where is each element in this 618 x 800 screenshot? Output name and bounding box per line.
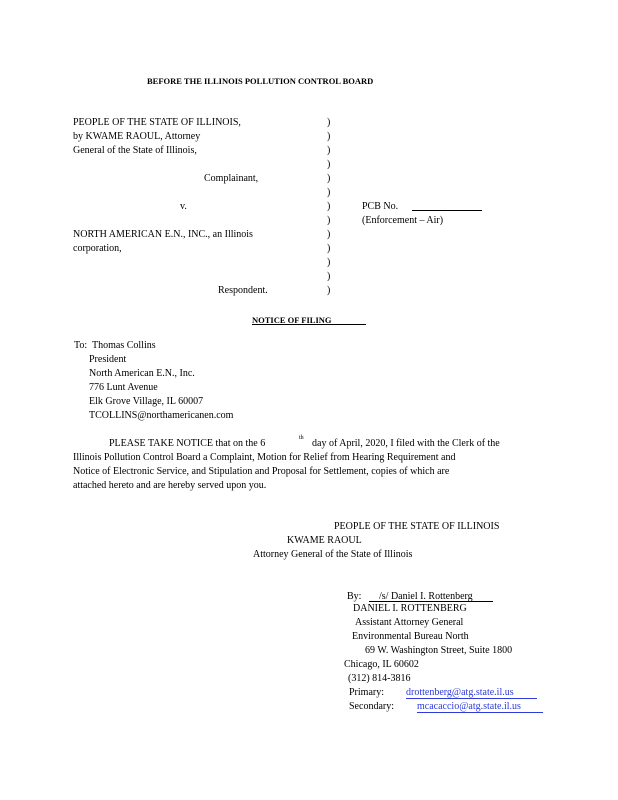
signature-line: /s/ Daniel I. Rottenberg xyxy=(379,591,473,602)
recipient-name: Thomas Collins xyxy=(92,340,156,351)
pcb-no-label: PCB No. xyxy=(362,201,399,212)
recipient-street: 776 Lunt Avenue xyxy=(89,382,158,393)
by-label: By: xyxy=(347,591,362,602)
body-line-4: attached hereto and are hereby served upon you. xyxy=(73,480,267,491)
pcb-no-blank xyxy=(412,210,482,211)
notice-title: NOTICE OF FILING xyxy=(252,315,332,325)
secondary-email-underline xyxy=(417,712,543,713)
body-line-3: Notice of Electronic Service, and Stipulation and Proposal for Settlement, copies of which are xyxy=(73,466,450,477)
signer-city: Chicago, IL 60602 xyxy=(344,659,419,670)
recipient-city: Elk Grove Village, IL 60007 xyxy=(89,396,204,407)
caption-paren: ) xyxy=(327,229,331,240)
caption-paren: ) xyxy=(327,159,331,170)
versus-label: v. xyxy=(180,201,187,212)
complainant-role: Complainant, xyxy=(204,173,259,184)
caption-paren: ) xyxy=(327,187,331,198)
primary-email-label: Primary: xyxy=(349,687,384,698)
respondent-line-2: corporation, xyxy=(73,243,122,254)
board-heading: BEFORE THE ILLINOIS POLLUTION CONTROL BOARD xyxy=(147,76,374,86)
signature-ag-name: KWAME RAOUL xyxy=(287,535,362,546)
complainant-line-2: by KWAME RAOUL, Attorney xyxy=(73,131,201,142)
body-line-1-start: PLEASE TAKE NOTICE that on the 6 xyxy=(109,438,266,449)
body-line-2: Illinois Pollution Control Board a Complaint, Motion for Relief from Hearing Requirement and xyxy=(73,452,456,463)
complainant-line-1: PEOPLE OF THE STATE OF ILLINOIS, xyxy=(73,117,241,128)
caption-paren: ) xyxy=(327,215,331,226)
caption-paren: ) xyxy=(327,145,331,156)
ordinal-suffix: th xyxy=(299,435,304,441)
signer-street: 69 W. Washington Street, Suite 1800 xyxy=(365,645,513,656)
enforcement-label: (Enforcement – Air) xyxy=(362,215,444,226)
signer-name: DANIEL I. ROTTENBERG xyxy=(353,603,467,614)
recipient-title: President xyxy=(89,354,127,365)
primary-email-link[interactable]: drottenberg@atg.state.il.us xyxy=(406,687,514,698)
recipient-company: North American E.N., Inc. xyxy=(89,368,195,379)
notice-title-underline xyxy=(252,324,366,325)
respondent-role: Respondent. xyxy=(218,285,268,296)
caption-paren: ) xyxy=(327,243,331,254)
caption-paren: ) xyxy=(327,173,331,184)
respondent-line-1: NORTH AMERICAN E.N., INC., an Illinois xyxy=(73,229,253,240)
caption-paren: ) xyxy=(327,131,331,142)
signature-underline xyxy=(369,601,493,602)
signer-phone: (312) 814-3816 xyxy=(348,673,411,684)
caption-paren: ) xyxy=(327,271,331,282)
complainant-line-3: General of the State of Illinois, xyxy=(73,145,197,156)
caption-paren: ) xyxy=(327,201,331,212)
signature-people: PEOPLE OF THE STATE OF ILLINOIS xyxy=(334,521,500,532)
primary-email-underline xyxy=(406,698,537,699)
secondary-email-link[interactable]: mcacaccio@atg.state.il.us xyxy=(417,701,521,712)
caption-paren: ) xyxy=(327,257,331,268)
signer-bureau: Environmental Bureau North xyxy=(352,631,469,642)
body-line-1-end: day of April, 2020, I filed with the Clerk of the xyxy=(312,438,500,449)
signature-ag-title: Attorney General of the State of Illinois xyxy=(253,549,413,560)
caption-paren: ) xyxy=(327,285,331,296)
to-label: To: xyxy=(74,340,88,351)
signer-title: Assistant Attorney General xyxy=(355,617,464,628)
caption-paren: ) xyxy=(327,117,331,128)
secondary-email-label: Secondary: xyxy=(349,701,394,712)
recipient-email: TCOLLINS@northamericanen.com xyxy=(89,410,234,421)
